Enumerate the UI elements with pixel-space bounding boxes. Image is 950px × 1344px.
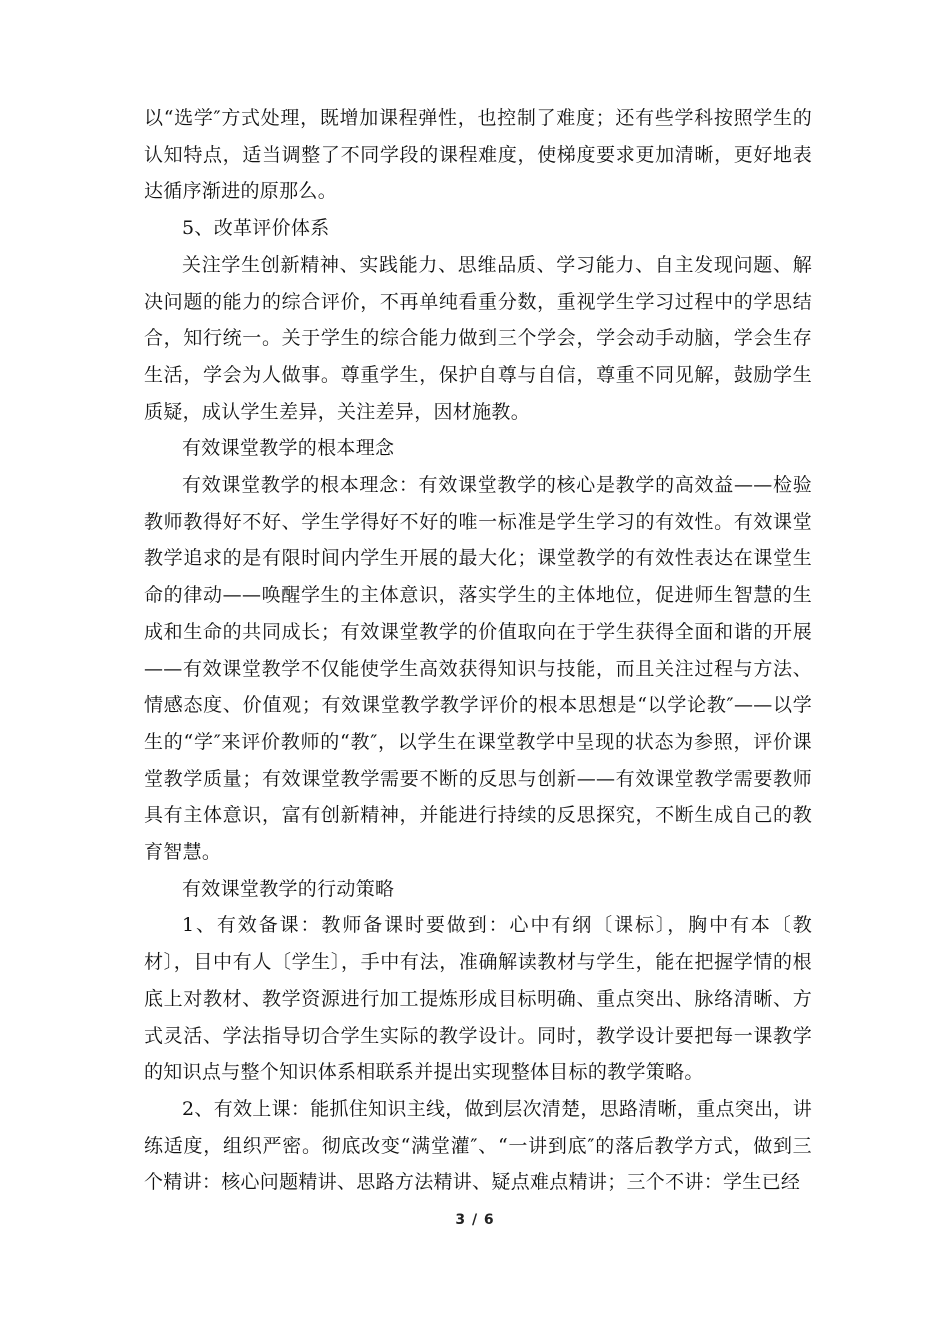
section-heading-evaluation-reform: 5、改革评价体系 xyxy=(182,217,330,240)
section-heading-action-strategy: 有效课堂教学的行动策略 xyxy=(182,877,395,900)
section-heading-basic-concept: 有效课堂教学的根本理念 xyxy=(182,437,395,460)
document-body xyxy=(144,100,812,1201)
paragraph-evaluation: 关注学生创新精神、实践能力、思维品质、学习能力、自主发现问题、解决问题的能力的综合评价，不再单纯看重分数，重视学生学习过程中的学思结合，知行统一。关于学生的综合能力做到三个学会，学会动手动脑，学会生存生活，学会为人做事。尊重学生，保护自尊与自信，尊重不同见解，鼓励学生质疑，成认学生差异，关注差异，因材施教。 xyxy=(144,253,812,423)
paragraph-continuation: 以“选学″方式处理，既增加课程弹性，也控制了难度；还有些学科按照学生的认知特点，适当调整了不同学段的课程难度，使梯度要求更加清晰，更好地表达循序渐进的原那么。 xyxy=(144,107,812,203)
page-number: 3 / 6 xyxy=(455,1212,495,1228)
paragraph-effective-preparation: 1、有效备课：教师备课时要做到：心中有纲〔课标〕，胸中有本〔教材〕，目中有人〔学生〕，手中有法，准确解读教材与学生，能在把握学情的根底上对教材、教学资源进行加工提炼形成目标明确、重点突出、脉络清晰、方式灵活、学法指导切合学生实际的教学设计。同时，教学设计要把每一课教学的知识点与整个知识体系相联系并提出实现整体目标的教学策略。 xyxy=(144,914,812,1084)
paragraph-effective-teaching: 2、有效上课：能抓住知识主线，做到层次清楚，思路清晰，重点突出，讲练适度，组织严密。彻底改变“满堂灌″、“一讲到底″的落后教学方式，做到三个精讲：核心问题精讲、思路方法精讲、疑点难点精讲；三个不讲：学生已经 xyxy=(144,1097,812,1194)
paragraph-basic-concept: 有效课堂教学的根本理念：有效课堂教学的核心是教学的高效益——检验教师教得好不好、学生学得好不好的唯一标准是学生学习的有效性。有效课堂教学追求的是有限时间内学生开展的最大化；课堂教学的有效性表达在课堂生命的律动——唤醒学生的主体意识，落实学生的主体地位，促进师生智慧的生成和生命的共同成长；有效课堂教学的价值取向在于学生获得全面和谐的开展——有效课堂教学不仅能使学生高效获得知识与技能，而且关注过程与方法、情感态度、价值观；有效课堂教学教学评价的根本思想是“以学论教″——以学生的“学″来评价教师的“教″，以学生在课堂教学中呈现的状态为参照，评价课堂教学质量；有效课堂教学需要不断的反思与创新——有效课堂教学需要教师具有主体意识，富有创新精神，并能进行持续的反思探究，不断生成自己的教育智慧。 xyxy=(144,474,812,864)
